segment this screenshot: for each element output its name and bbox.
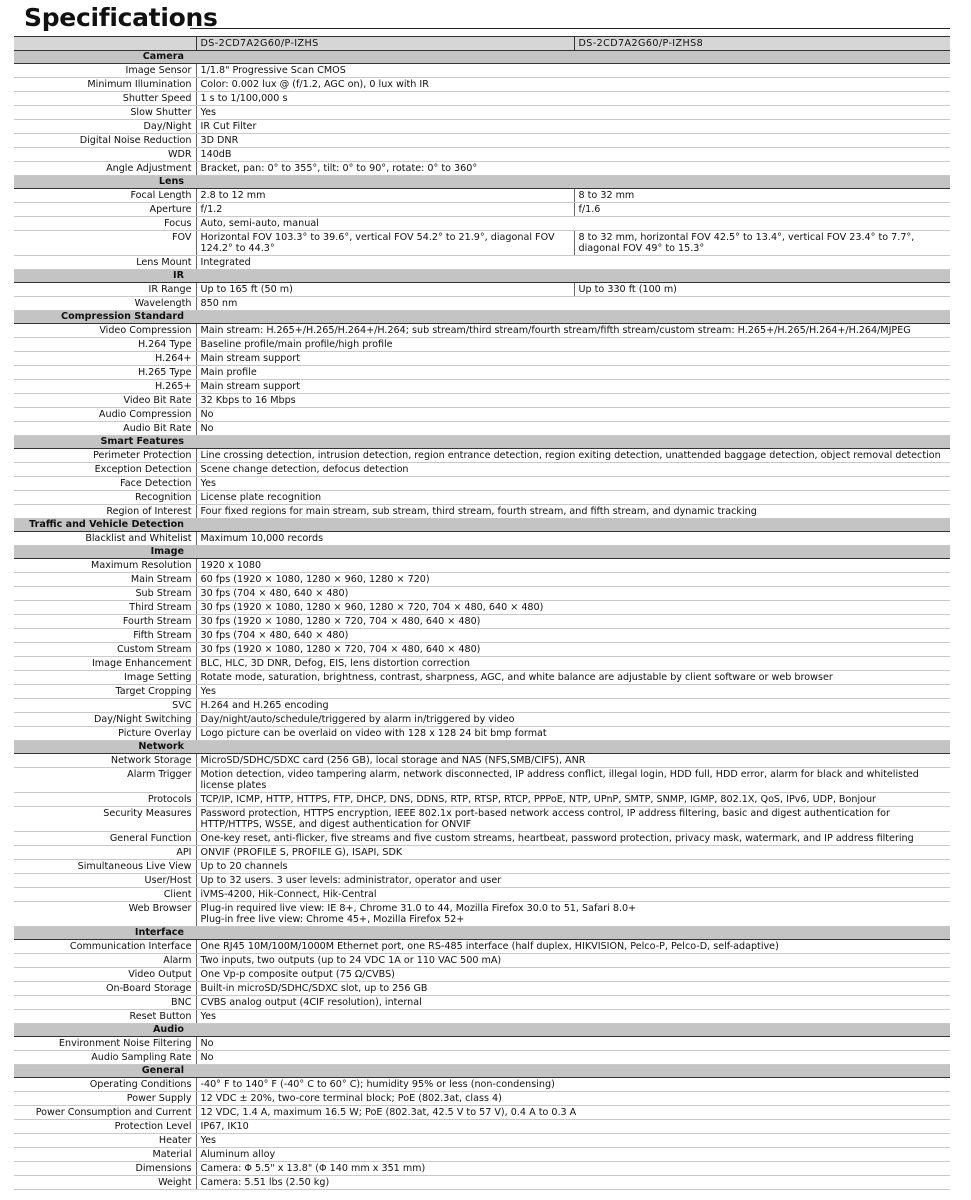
spec-row [14,120,950,134]
spec-row [14,449,950,463]
section-title: Interface [134,927,184,938]
spec-label: Protection Level [14,1120,196,1134]
spec-row [14,1051,950,1065]
spec-value: 30 fps (704 × 480, 640 × 480) [196,587,950,601]
spec-value-model-2: 8 to 32 mm, horizontal FOV 42.5° to 13.4°, vertical FOV 23.4° to 7.7°, diagonal FOV 49° to 15.3° [574,231,950,256]
spec-row [14,148,950,162]
spec-label: Video Bit Rate [14,394,196,408]
spec-label: Focal Length [14,189,196,203]
spec-label: Perimeter Protection [14,449,196,463]
spec-row [14,106,950,120]
spec-row [14,807,950,832]
spec-label: Fourth Stream [14,615,196,629]
section-header [14,436,950,449]
spec-row [14,1092,950,1106]
title-rule [190,28,950,29]
spec-label: H.265 Type [14,366,196,380]
spec-value: 30 fps (1920 × 1080, 1280 × 960, 1280 × 720, 704 × 480, 640 × 480) [196,601,950,615]
spec-value: Up to 165 ft (50 m) [196,283,574,297]
spec-label: Audio Bit Rate [14,422,196,436]
spec-label: Security Measures [14,807,196,832]
spec-value: Integrated [196,256,950,270]
spec-label: Heater [14,1134,196,1148]
spec-row [14,505,950,519]
section-header-cell [14,311,950,324]
spec-label: API [14,846,196,860]
spec-value: Yes [196,1134,950,1148]
section-header-cell [14,51,950,64]
spec-value: BLC, HLC, 3D DNR, Defog, EIS, lens distortion correction [196,657,950,671]
spec-row [14,1162,950,1176]
spec-value: 30 fps (1920 × 1080, 1280 × 720, 704 × 480, 640 × 480) [196,643,950,657]
model-name-2: DS-2CD7A2G60/P-IZHS8 [574,37,950,51]
spec-label: H.265+ [14,380,196,394]
spec-row [14,1134,950,1148]
spec-label: Minimum Illumination [14,78,196,92]
spec-value-model-2: 8 to 32 mm [574,189,950,203]
spec-value: IP67, IK10 [196,1120,950,1134]
section-header [14,927,950,940]
spec-label: Recognition [14,491,196,505]
spec-value: 850 nm [196,297,950,311]
model-header-row [14,37,950,51]
spec-value: Main stream support [196,352,950,366]
spec-label: Day/Night Switching [14,713,196,727]
spec-value: 2.8 to 12 mm [196,189,574,203]
spec-value: One Vp-p composite output (75 Ω/CVBS) [196,968,950,982]
spec-label: Image Sensor [14,64,196,78]
spec-label: Focus [14,217,196,231]
spec-value: Four fixed regions for main stream, sub stream, third stream, fourth stream, and fifth stream, and dynamic tracking [196,505,950,519]
spec-row [14,283,950,297]
model-name-1: DS-2CD7A2G60/P-IZHS [196,37,574,51]
spec-value: H.264 and H.265 encoding [196,699,950,713]
spec-value: 30 fps (704 × 480, 640 × 480) [196,629,950,643]
spec-label: Slow Shutter [14,106,196,120]
spec-label: General Function [14,832,196,846]
section-title: Camera [142,51,184,62]
spec-value: Built-in microSD/SDHC/SDXC slot, up to 256 GB [196,982,950,996]
spec-value-model-2: Up to 330 ft (100 m) [574,283,950,297]
spec-row [14,231,950,256]
spec-row [14,532,950,546]
spec-value: TCP/IP, ICMP, HTTP, HTTPS, FTP, DHCP, DNS, DDNS, RTP, RTSP, RTCP, PPPoE, NTP, UPnP, SMTP, SNMP, IGMP, 802.1X, QoS, IPv6, UDP, Bonjour [196,793,950,807]
spec-label: BNC [14,996,196,1010]
spec-label: Dimensions [14,1162,196,1176]
spec-label: IR Range [14,283,196,297]
spec-label: Face Detection [14,477,196,491]
spec-label: Aperture [14,203,196,217]
spec-value: 30 fps (1920 × 1080, 1280 × 720, 704 × 480, 640 × 480) [196,615,950,629]
section-header-cell [14,176,950,189]
spec-value: Baseline profile/main profile/high profile [196,338,950,352]
spec-row [14,573,950,587]
spec-value: Yes [196,477,950,491]
spec-label: Third Stream [14,601,196,615]
spec-label: Alarm [14,954,196,968]
section-title: Smart Features [100,436,184,447]
spec-label: Image Enhancement [14,657,196,671]
spec-label: Maximum Resolution [14,559,196,573]
section-header [14,176,950,189]
spec-label: Picture Overlay [14,727,196,741]
spec-value: No [196,422,950,436]
spec-value: Main stream: H.265+/H.265/H.264+/H.264; sub stream/third stream/fourth stream/fifth stream/custom stream: H.265+/H.265/H.264+/H.264/MJPEG [196,324,950,338]
spec-label: Video Compression [14,324,196,338]
section-header [14,519,950,532]
page-title: Specifications [24,3,218,32]
spec-row [14,727,950,741]
spec-value: Rotate mode, saturation, brightness, contrast, sharpness, AGC, and white balance are adjustable by client software or web browser [196,671,950,685]
spec-value: MicroSD/SDHC/SDXC card (256 GB), local storage and NAS (NFS,SMB/CIFS), ANR [196,754,950,768]
section-title: General [141,1065,184,1076]
spec-row [14,1148,950,1162]
spec-value: Scene change detection, defocus detection [196,463,950,477]
spec-row [14,92,950,106]
section-header [14,1024,950,1037]
section-header [14,311,950,324]
spec-label: Digital Noise Reduction [14,134,196,148]
spec-row [14,162,950,176]
spec-row [14,203,950,217]
section-header-cell [14,546,950,559]
spec-row [14,189,950,203]
section-header-cell [14,270,950,283]
spec-label: Audio Sampling Rate [14,1051,196,1065]
spec-row [14,832,950,846]
spec-value: Yes [196,106,950,120]
spec-label: Reset Button [14,1010,196,1024]
spec-label: WDR [14,148,196,162]
section-header-cell [14,1024,950,1037]
spec-value: Main stream support [196,380,950,394]
spec-label: SVC [14,699,196,713]
spec-value: CVBS analog output (4CIF resolution), internal [196,996,950,1010]
spec-row [14,1037,950,1051]
spec-row [14,713,950,727]
spec-row [14,1176,950,1190]
spec-value: 12 VDC ± 20%, two-core terminal block; PoE (802.3at, class 4) [196,1092,950,1106]
spec-row [14,768,950,793]
spec-row [14,685,950,699]
spec-value: Password protection, HTTPS encryption, IEEE 802.1x port-based network access control, IP address filtering, basic and digest authentication for HTTP/HTTPS, WSSE, and digest authentication for ONVIF [196,807,950,832]
spec-label: Day/Night [14,120,196,134]
spec-value: Camera: 5.51 lbs (2.50 kg) [196,1176,950,1190]
spec-label: On-Board Storage [14,982,196,996]
spec-label: H.264+ [14,352,196,366]
spec-row [14,601,950,615]
spec-value: Two inputs, two outputs (up to 24 VDC 1A or 110 VAC 500 mA) [196,954,950,968]
spec-value: 1920 x 1080 [196,559,950,573]
spec-value: 1 s to 1/100,000 s [196,92,950,106]
section-title: Image [150,546,184,557]
spec-value: 1/1.8" Progressive Scan CMOS [196,64,950,78]
spec-row [14,366,950,380]
section-header [14,51,950,64]
spec-row [14,671,950,685]
section-header [14,741,950,754]
spec-value: Logo picture can be overlaid on video with 128 x 128 24 bit bmp format [196,727,950,741]
spec-value: Horizontal FOV 103.3° to 39.6°, vertical FOV 54.2° to 21.9°, diagonal FOV 124.2° to 44.3° [196,231,574,256]
spec-row [14,982,950,996]
spec-label: H.264 Type [14,338,196,352]
spec-label: Custom Stream [14,643,196,657]
spec-value: -40° F to 140° F (-40° C to 60° C); humidity 95% or less (non-condensing) [196,1078,950,1092]
spec-value: Yes [196,1010,950,1024]
spec-value: IR Cut Filter [196,120,950,134]
spec-value: 32 Kbps to 16 Mbps [196,394,950,408]
spec-label: Angle Adjustment [14,162,196,176]
spec-row [14,463,950,477]
spec-label: User/Host [14,874,196,888]
spec-label: Network Storage [14,754,196,768]
spec-value: Camera: Φ 5.5" x 13.8" (Φ 140 mm x 351 mm) [196,1162,950,1176]
spec-row [14,846,950,860]
spec-row [14,477,950,491]
spec-row [14,793,950,807]
spec-label: Weight [14,1176,196,1190]
section-header-cell [14,741,950,754]
spec-row [14,324,950,338]
spec-label: Lens Mount [14,256,196,270]
spec-label: Region of Interest [14,505,196,519]
spec-row [14,643,950,657]
section-header [14,270,950,283]
spec-row [14,754,950,768]
spec-row [14,1120,950,1134]
spec-row [14,78,950,92]
spec-value: 12 VDC, 1.4 A, maximum 16.5 W; PoE (802.3at, 42.5 V to 57 V), 0.4 A to 0.3 A [196,1106,950,1120]
spec-value: ONVIF (PROFILE S, PROFILE G), ISAPI, SDK [196,846,950,860]
section-header [14,546,950,559]
spec-row [14,657,950,671]
spec-value: License plate recognition [196,491,950,505]
spec-label: Audio Compression [14,408,196,422]
section-title: Traffic and Vehicle Detection [29,519,184,530]
spec-value: Up to 20 channels [196,860,950,874]
spec-label: FOV [14,231,196,256]
spec-label: Shutter Speed [14,92,196,106]
spec-row [14,629,950,643]
spec-row [14,256,950,270]
spec-table-body [14,37,950,1190]
spec-row [14,297,950,311]
spec-label: Video Output [14,968,196,982]
model-header-blank [14,37,196,51]
spec-value: One-key reset, anti-flicker, five streams and five custom streams, heartbeat, password protection, privacy mask, watermark, and IP address filtering [196,832,950,846]
spec-row [14,559,950,573]
spec-label: Power Consumption and Current [14,1106,196,1120]
spec-row [14,134,950,148]
spec-label: Blacklist and Whitelist [14,532,196,546]
section-title: Audio [152,1024,184,1035]
spec-row [14,954,950,968]
spec-row [14,940,950,954]
spec-value: Line crossing detection, intrusion detection, region entrance detection, region exiting detection, unattended baggage detection, object removal detection [196,449,950,463]
spec-row [14,422,950,436]
spec-value: No [196,1037,950,1051]
spec-row [14,408,950,422]
spec-row [14,338,950,352]
spec-value: No [196,408,950,422]
section-title: Compression Standard [61,311,184,322]
spec-row [14,902,950,927]
spec-row [14,860,950,874]
spec-value: 3D DNR [196,134,950,148]
spec-label: Alarm Trigger [14,768,196,793]
spec-value: 60 fps (1920 × 1080, 1280 × 960, 1280 × 720) [196,573,950,587]
spec-value: Main profile [196,366,950,380]
spec-value: Aluminum alloy [196,1148,950,1162]
spec-value: Auto, semi-auto, manual [196,217,950,231]
spec-row [14,699,950,713]
spec-value: iVMS-4200, Hik-Connect, Hik-Central [196,888,950,902]
section-title: Lens [158,176,184,187]
spec-value: Bracket, pan: 0° to 355°, tilt: 0° to 90°, rotate: 0° to 360° [196,162,950,176]
section-header-cell [14,1065,950,1078]
spec-label: Wavelength [14,297,196,311]
spec-value: Up to 32 users. 3 user levels: administrator, operator and user [196,874,950,888]
spec-label: Web Browser [14,902,196,927]
spec-row [14,996,950,1010]
spec-value-line: Plug-in required live view: IE 8+, Chrome 31.0 to 44, Mozilla Firefox 30.0 to 51, Safari 8.0+ [200,903,637,914]
spec-row [14,615,950,629]
spec-label: Protocols [14,793,196,807]
spec-label: Simultaneous Live View [14,860,196,874]
spec-value: One RJ45 10M/100M/1000M Ethernet port, one RS-485 interface (half duplex, HIKVISION, Pelco-P, Pelco-D, self-adaptive) [196,940,950,954]
spec-label: Sub Stream [14,587,196,601]
spec-row [14,217,950,231]
spec-table [14,36,950,1190]
spec-row [14,394,950,408]
spec-label: Communication Interface [14,940,196,954]
spec-value: No [196,1051,950,1065]
spec-value: Maximum 10,000 records [196,532,950,546]
spec-label: Image Setting [14,671,196,685]
section-title: IR [173,270,184,281]
spec-label: Operating Conditions [14,1078,196,1092]
spec-label: Fifth Stream [14,629,196,643]
spec-label: Target Cropping [14,685,196,699]
spec-row [14,380,950,394]
section-header-cell [14,927,950,940]
spec-value: Color: 0.002 lux @ (f/1.2, AGC on), 0 lux with IR [196,78,950,92]
spec-value: Motion detection, video tampering alarm, network disconnected, IP address conflict, illegal login, HDD full, HDD error, alarm for black and whitelisted license plates [196,768,950,793]
spec-row [14,874,950,888]
spec-value-model-2: f/1.6 [574,203,950,217]
section-title: Network [138,741,184,752]
section-header-cell [14,436,950,449]
spec-label: Client [14,888,196,902]
spec-label: Environment Noise Filtering [14,1037,196,1051]
spec-label: Power Supply [14,1092,196,1106]
spec-row [14,968,950,982]
spec-row [14,64,950,78]
spec-value [196,902,950,927]
spec-row [14,587,950,601]
section-header-cell [14,519,950,532]
spec-value: f/1.2 [196,203,574,217]
spec-value: Day/night/auto/schedule/triggered by alarm in/triggered by video [196,713,950,727]
section-header [14,1065,950,1078]
spec-row [14,1010,950,1024]
spec-label: Main Stream [14,573,196,587]
spec-row [14,491,950,505]
spec-value: 140dB [196,148,950,162]
spec-row [14,1106,950,1120]
spec-value-line: Plug-in free live view: Chrome 45+, Mozilla Firefox 52+ [200,914,465,925]
spec-value: Yes [196,685,950,699]
spec-label: Material [14,1148,196,1162]
spec-row [14,888,950,902]
spec-label: Exception Detection [14,463,196,477]
spec-row [14,1078,950,1092]
spec-row [14,352,950,366]
